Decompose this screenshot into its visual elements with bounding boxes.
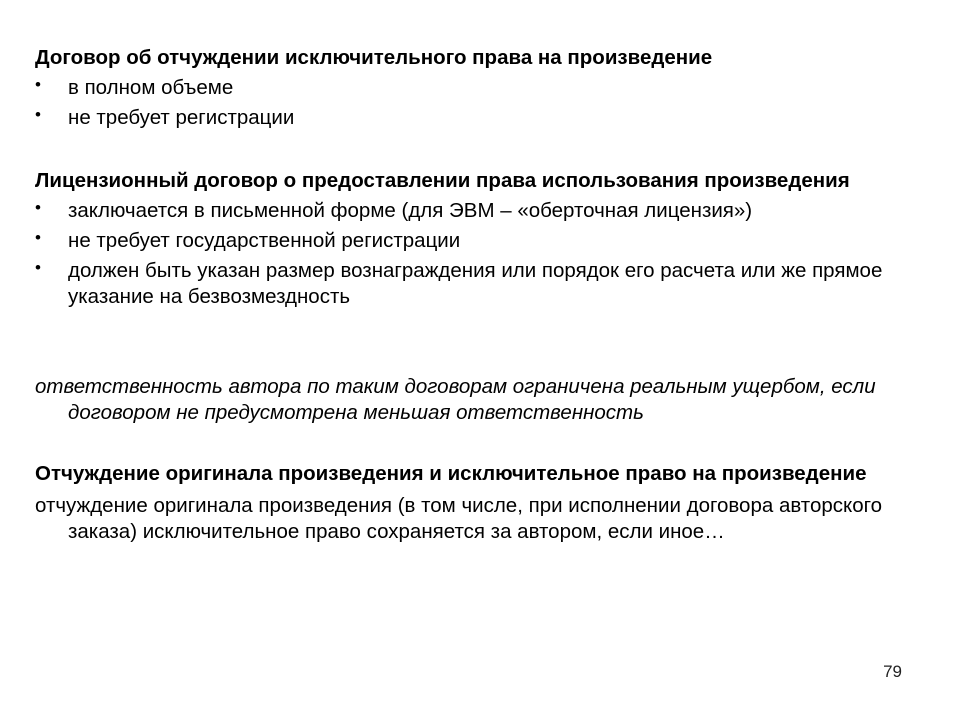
list-item bbox=[35, 258, 915, 310]
liability-note: ответственность автора по таким договорам ограничена реальным ущербом, если договором не предусмотрена меньшая ответственность bbox=[35, 375, 876, 424]
list-item bbox=[35, 105, 915, 131]
list-item-text: в полном объеме bbox=[68, 76, 234, 99]
bullet-icon: • bbox=[35, 105, 41, 124]
section-heading: Лицензионный договор о предоставлении права использования произведения bbox=[35, 169, 850, 192]
list-item-text: не требует государственной регистрации bbox=[68, 229, 461, 252]
list-item-text: должен быть указан размер вознаграждения или порядок его расчета или же прямое указание на безвозмездность bbox=[68, 259, 883, 308]
bullet-icon: • bbox=[35, 228, 41, 247]
list-item bbox=[35, 198, 915, 224]
list-item-text: заключается в письменной форме (для ЭВМ – «оберточная лицензия») bbox=[68, 199, 753, 222]
list-item bbox=[35, 75, 915, 101]
bullet-icon: • bbox=[35, 198, 41, 217]
list-item-text: не требует регистрации bbox=[68, 106, 295, 129]
section-license-agreement bbox=[35, 168, 915, 310]
section-heading: Отчуждение оригинала произведения и исключительное право на произведение bbox=[35, 462, 867, 485]
list-item bbox=[35, 228, 915, 254]
bullet-icon: • bbox=[35, 258, 41, 277]
bullet-icon: • bbox=[35, 75, 41, 94]
section-heading: Договор об отчуждении исключительного права на произведение bbox=[35, 46, 713, 69]
bullet-list bbox=[35, 75, 915, 131]
page-number: 79 bbox=[883, 662, 902, 681]
section-alienation-agreement bbox=[35, 45, 915, 131]
section-text: отчуждение оригинала произведения (в том числе, при исполнении договора авторского заказа) исключительное право сохраняется за автором, если иное… bbox=[35, 494, 883, 543]
section-original-alienation bbox=[35, 461, 915, 545]
bullet-list bbox=[35, 198, 915, 310]
